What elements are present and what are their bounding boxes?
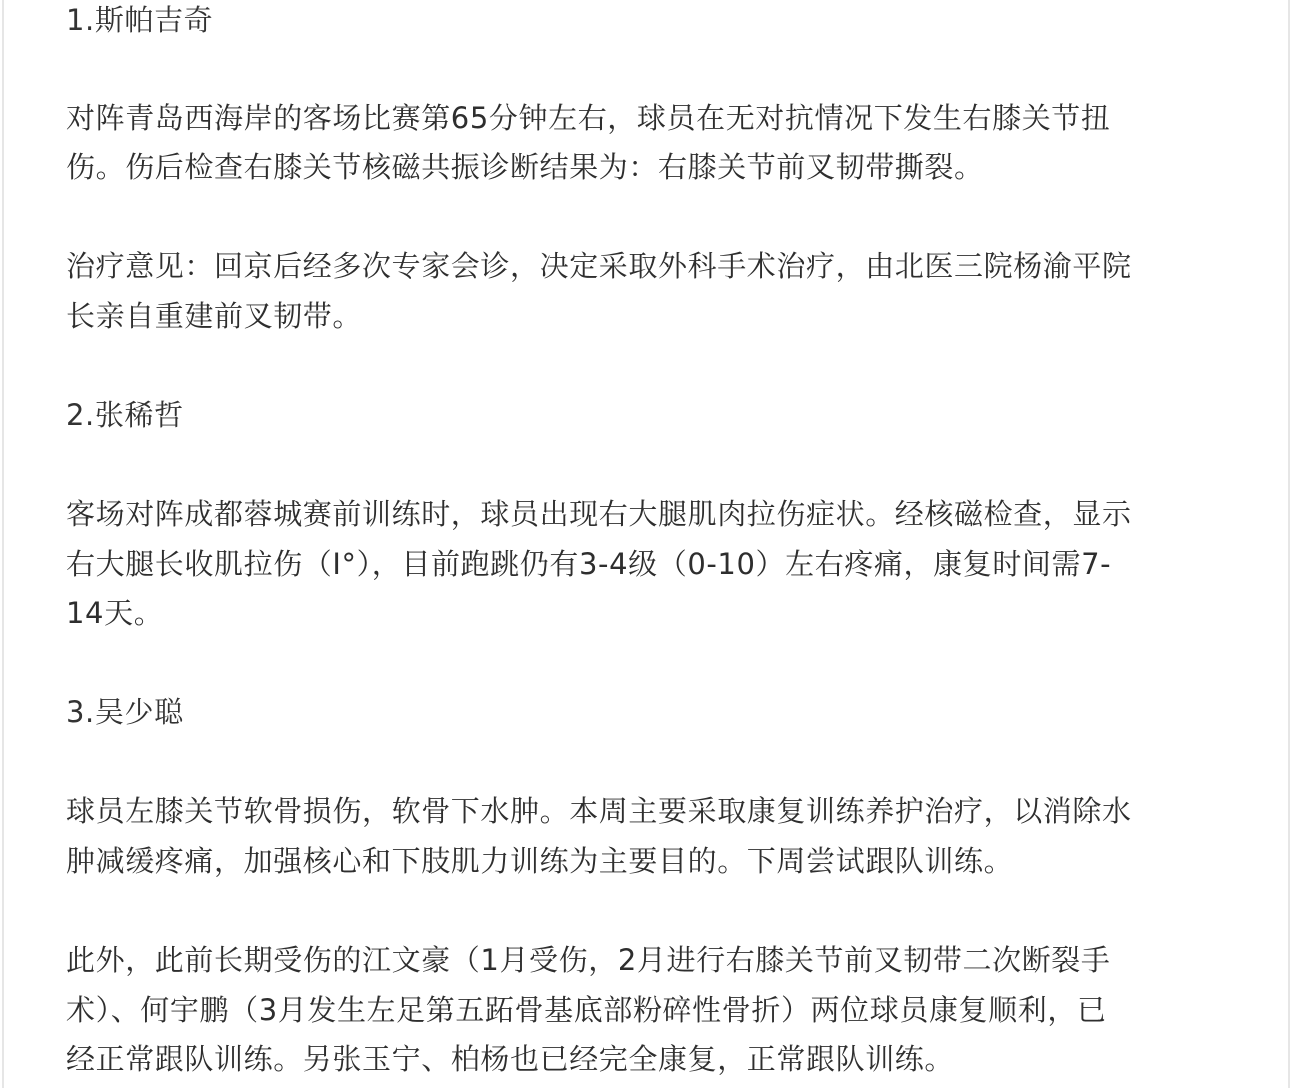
paragraph-line: 肿减缓疼痛，加强核心和下肢肌力训练为主要目的。下周尝试跟队训练。 — [66, 844, 1014, 878]
paragraph-line: 长亲自重建前叉韧带。 — [66, 299, 363, 333]
paragraph-line: 术）、何宇鹏（3月发生左足第五跖骨基底部粉碎性骨折）两位球员康复顺利，已 — [66, 993, 1107, 1027]
section-heading-3: 3.吴少聪 — [66, 695, 184, 729]
paragraph-line: 对阵青岛西海岸的客场比赛第65分钟左右，球员在无对抗情况下发生右膝关节扭 — [66, 101, 1111, 135]
paragraph-line: 14天。 — [66, 596, 164, 630]
section-heading-1: 1.斯帕吉奇 — [66, 3, 214, 37]
paragraph-line: 伤。伤后检查右膝关节核磁共振诊断结果为：右膝关节前叉韧带撕裂。 — [66, 150, 984, 184]
paragraph-line: 此外，此前长期受伤的江文豪（1月受伤，2月进行右膝关节前叉韧带二次断裂手 — [66, 943, 1111, 977]
paragraph-line: 球员左膝关节软骨损伤，软骨下水肿。本周主要采取康复训练养护治疗，以消除水 — [66, 794, 1132, 828]
paragraph-line: 客场对阵成都蓉城赛前训练时，球员出现右大腿肌肉拉伤症状。经核磁检查，显示 — [66, 497, 1132, 531]
left-border — [2, 0, 4, 1088]
paragraph-line: 右大腿长收肌拉伤（I°），目前跑跳仍有3-4级（0-10）左右疼痛，康复时间需7- — [66, 547, 1112, 581]
section-heading-2: 2.张稀哲 — [66, 398, 184, 432]
right-border — [1288, 0, 1290, 1088]
paragraph-line: 经正常跟队训练。另张玉宁、柏杨也已经完全康复，正常跟队训练。 — [66, 1042, 955, 1076]
paragraph-line: 治疗意见：回京后经多次专家会诊，决定采取外科手术治疗，由北医三院杨渝平院 — [66, 249, 1132, 283]
